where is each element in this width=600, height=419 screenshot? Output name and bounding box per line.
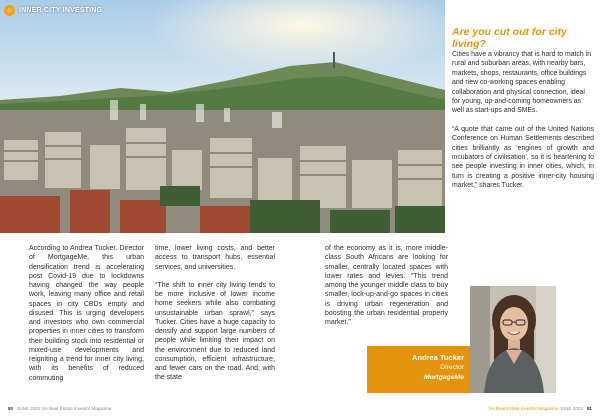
profile-name: Andrea Tucker	[412, 353, 464, 362]
profile-company: MortgageMe	[423, 374, 464, 381]
body-paragraph: time, lower living costs, and better access to transport hubs, essential services, and universities.	[155, 245, 275, 271]
body-paragraph: “The shift to inner city living tends to be more inclusive of lower income home seekers while also combating unsustainable urban sprawl,” says Tucker. Cities have a huge capacity to densify and support large numbers of people while limiting their impact on the environment due to reduced land consumption, efficient infrastructure, and fewer cars on the road. And, with the state	[155, 281, 275, 382]
footer-left	[8, 406, 111, 411]
section-label: INNER CITY INVESTING	[19, 7, 103, 14]
body-column-1	[29, 244, 144, 383]
hero-city-photo	[0, 0, 445, 233]
profile-card	[367, 346, 470, 393]
page-footer	[0, 403, 600, 417]
footer-right	[489, 406, 592, 411]
body-column-2	[155, 244, 275, 383]
page-number-right: 81	[586, 406, 592, 411]
portrait-photo	[470, 286, 556, 393]
profile-title: Director	[440, 364, 464, 371]
house-icon: ⌂	[4, 5, 15, 16]
footer-left-text: JUNE 2022 SA Real Estate Investor Magazine	[16, 406, 112, 411]
body-paragraph: of the economy as it is, more middle-class South Africans are looking for smaller, centrally located spaces with lower rates and levies. “This trend among the younger middle class to buy smaller, lock-up-and-go spaces in cities is driving urban regeneration and boosting the urban residential property market.”	[325, 245, 448, 326]
footer-date: JUNE 2022	[559, 406, 584, 411]
section-tag	[4, 5, 102, 16]
body-column-3	[325, 244, 448, 327]
footer-brand: SA Real Estate Investor Magazine	[488, 406, 559, 411]
headline: Are you cut out for city living?	[452, 26, 567, 50]
page-number-left: 80	[8, 406, 14, 411]
city-skyline-illustration	[0, 0, 445, 233]
person-portrait-illustration	[470, 286, 556, 393]
right-paragraph-1: Cities have a vibrancy that is hard to match in rural and suburban areas, with nearby bars, markets, shops, restaurants, office buildings and new co-working spaces enabling collaboration and physical connection, ideal for young, up-and-coming homeowners as well as start-ups and SMEs.	[452, 51, 592, 115]
body-paragraph: According to Andrea Tucker, Director of MortgageMe, this urban densification trend is accelerating post Covid-19 due to lockdowns having changed the way people work, leaving many office and retail spaces in city CBDs empty and disused. This is urging developers and investors who own commercial properties in inner cities to transform their building stock into residential or mixed-use developments and reigniting a trend for inner city living, with its benefits of reduced commuting	[29, 245, 144, 382]
right-paragraph-2: “A quote that came out of the United Nations Conference on Human Settlements described cities brilliantly as ‘engines of growth and incubators of civilisation’, so it is heartening to see people investing in inner cities, which, in turn is creating a positive inner-city housing market,” shares Tucker.	[452, 125, 594, 190]
sidebar-column	[452, 26, 594, 191]
